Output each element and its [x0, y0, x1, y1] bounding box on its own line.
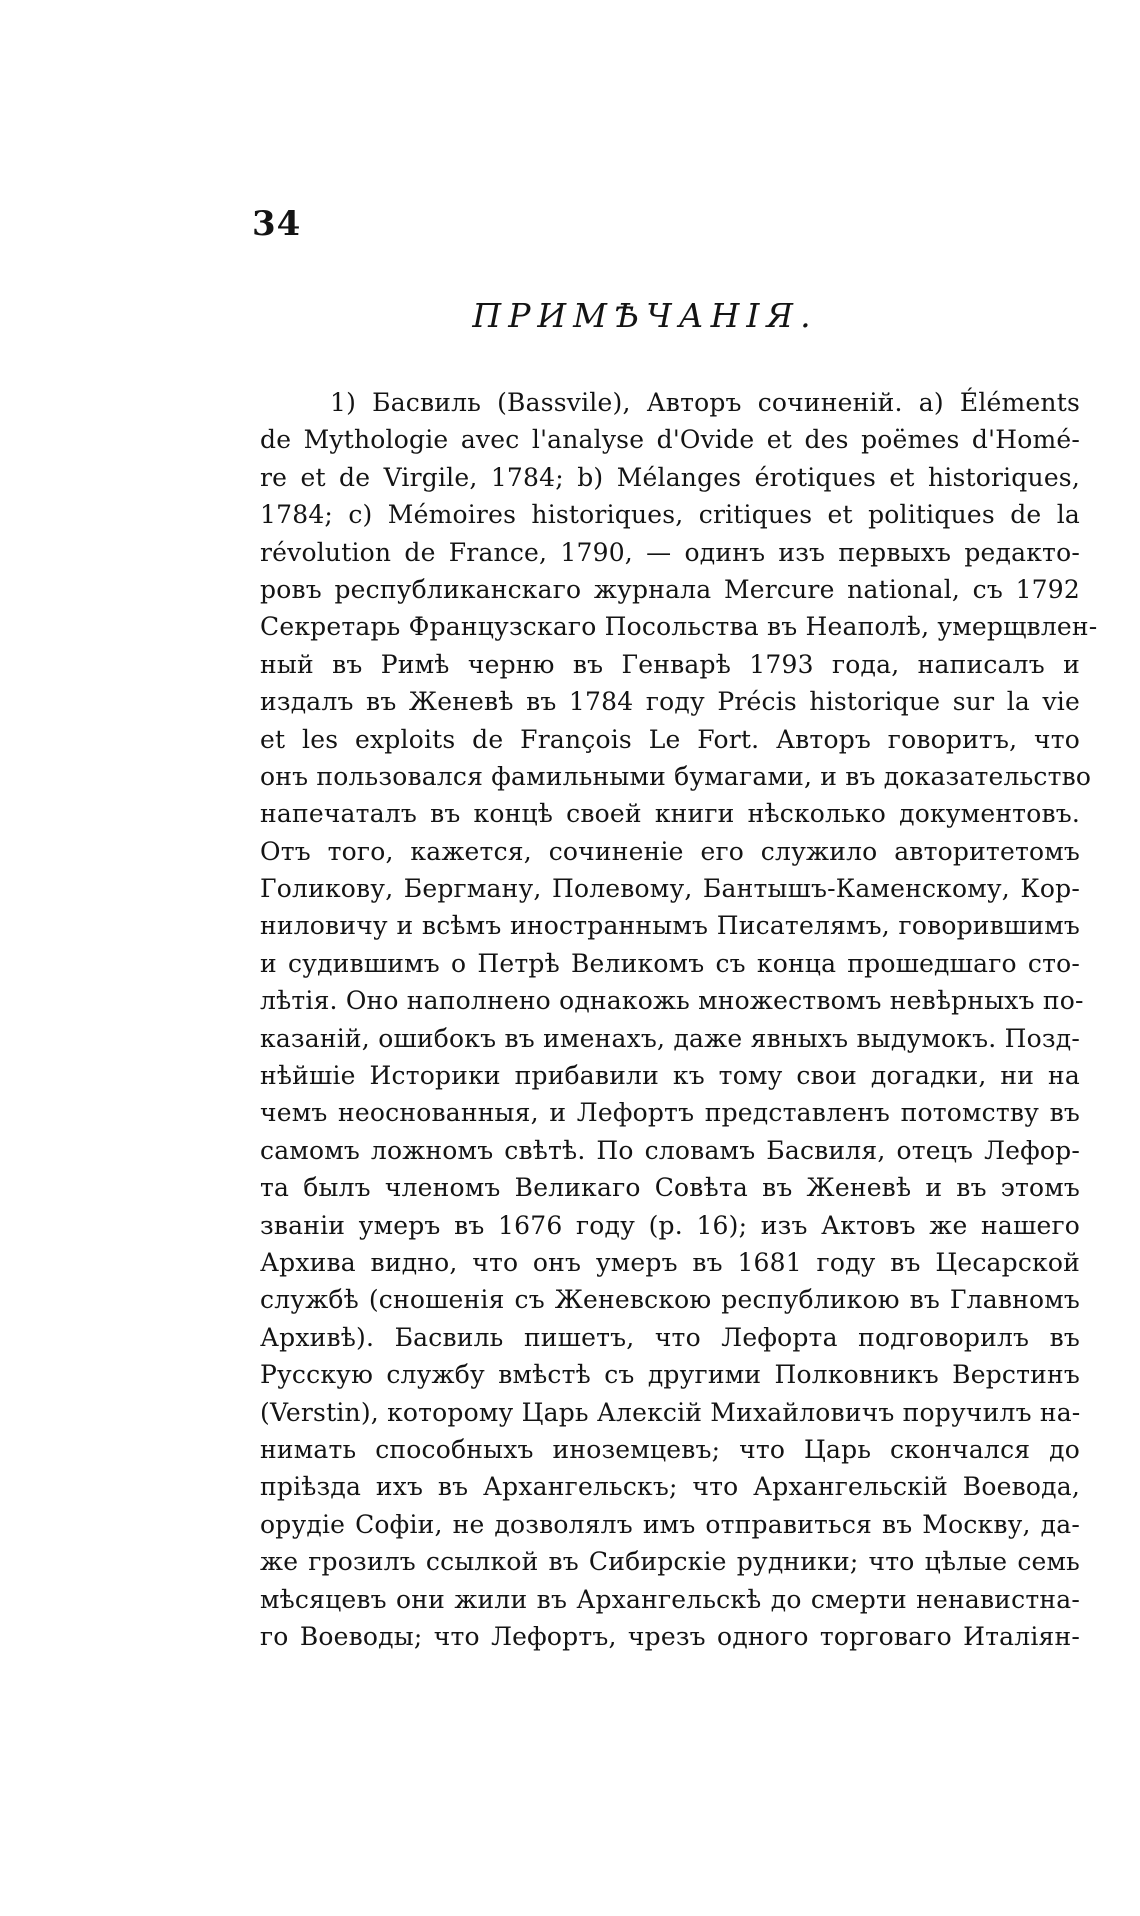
text-line: мѣсяцевъ они жили въ Архангельскѣ до смерти ненавистна- [260, 1584, 1080, 1614]
page-number: 34 [252, 204, 302, 244]
text-line: 1) Басвиль (Bassvile), Авторъ сочиненій. а) Éléments [330, 388, 1080, 417]
text-line: Архива видно, что онъ умеръ въ 1681 году въ Цесарской [260, 1247, 1080, 1277]
text-line: издалъ въ Женевѣ въ 1784 году Précis historique sur la vie [260, 687, 1080, 717]
text-line: Голикову, Бергману, Полевому, Бантышъ-Каменскому, Кор- [260, 874, 1080, 904]
text-line: Секретарь Французскаго Посольства въ Неаполѣ, умерщвлен- [260, 612, 1098, 642]
section-heading: ПРИМѢЧАНІЯ. [472, 296, 818, 335]
text-line: 1784; c) Mémoires historiques, critiques et politiques de la [260, 500, 1080, 530]
text-line: онъ пользовался фамильными бумагами, и въ доказательство [260, 761, 1092, 791]
text-line: казаній, ошибокъ въ именахъ, даже явныхъ выдумокъ. Позд- [260, 1023, 1080, 1053]
text-line: de Mythologie avec l'analyse d'Ovide et des poëmes d'Homé- [260, 425, 1080, 455]
text-line: званіи умеръ въ 1676 году (р. 16); изъ Актовъ же нашего [260, 1210, 1080, 1240]
text-line: нимать способныхъ иноземцевъ; что Царь скончался до [260, 1434, 1080, 1464]
text-line: ный въ Римѣ черню въ Генварѣ 1793 года, написалъ и [260, 649, 1080, 679]
text-line: чемъ неоснованныя, и Лефортъ представленъ потомству въ [260, 1098, 1080, 1128]
text-line: re et de Virgile, 1784; b) Mélanges érotiques et historiques, [260, 462, 1080, 492]
text-line: пріѣзда ихъ въ Архангельскъ; что Архангельскій Воевода, [260, 1472, 1080, 1502]
text-line: ниловичу и всѣмъ иностраннымъ Писателямъ, говорившимъ [260, 911, 1080, 941]
text-line: et les exploits de François Le Fort. Авторъ говоритъ, что [260, 724, 1080, 754]
text-line: Архивѣ). Басвиль пишетъ, что Лефорта подговорилъ въ [260, 1322, 1080, 1352]
text-line: Отъ того, кажется, сочиненіе его служило авторитетомъ [260, 836, 1080, 866]
text-line: напечаталъ въ концѣ своей книги нѣсколько документовъ. [260, 799, 1080, 829]
text-line: же грозилъ ссылкой въ Сибирскіе рудники; что цѣлые семь [260, 1547, 1080, 1577]
text-line: Русскую службу вмѣстѣ съ другими Полковникъ Верстинъ [260, 1360, 1080, 1390]
text-line: орудіе Софіи, не дозволялъ имъ отправиться въ Москву, да- [260, 1509, 1080, 1539]
notes-body [260, 384, 1098, 1655]
text-line: révolution de France, 1790, — одинъ изъ первыхъ редакто- [260, 537, 1080, 567]
text-line: (Verstin), которому Царь Алексій Михайловичъ поручилъ на- [260, 1397, 1081, 1427]
text-line: лѣтія. Оно наполнено однакожь множествомъ невѣрныхъ по- [260, 986, 1084, 1016]
text-line: самомъ ложномъ свѣтѣ. По словамъ Басвиля, отецъ Лефор- [260, 1135, 1080, 1165]
text-line: и судившимъ о Петрѣ Великомъ съ конца прошедшаго сто- [260, 948, 1080, 978]
text-line: нѣйшіе Историки прибавили къ тому свои догадки, ни на [260, 1061, 1080, 1091]
text-line: го Воеводы; что Лефортъ, чрезъ одного торговаго Италіян- [260, 1621, 1080, 1651]
text-line: та былъ членомъ Великаго Совѣта въ Женевѣ и въ этомъ [260, 1173, 1080, 1203]
text-line: службѣ (сношенія съ Женевскою республикою въ Главномъ [260, 1285, 1080, 1315]
text-line: ровъ республиканскаго журнала Mercure national, съ 1792 [260, 574, 1080, 604]
